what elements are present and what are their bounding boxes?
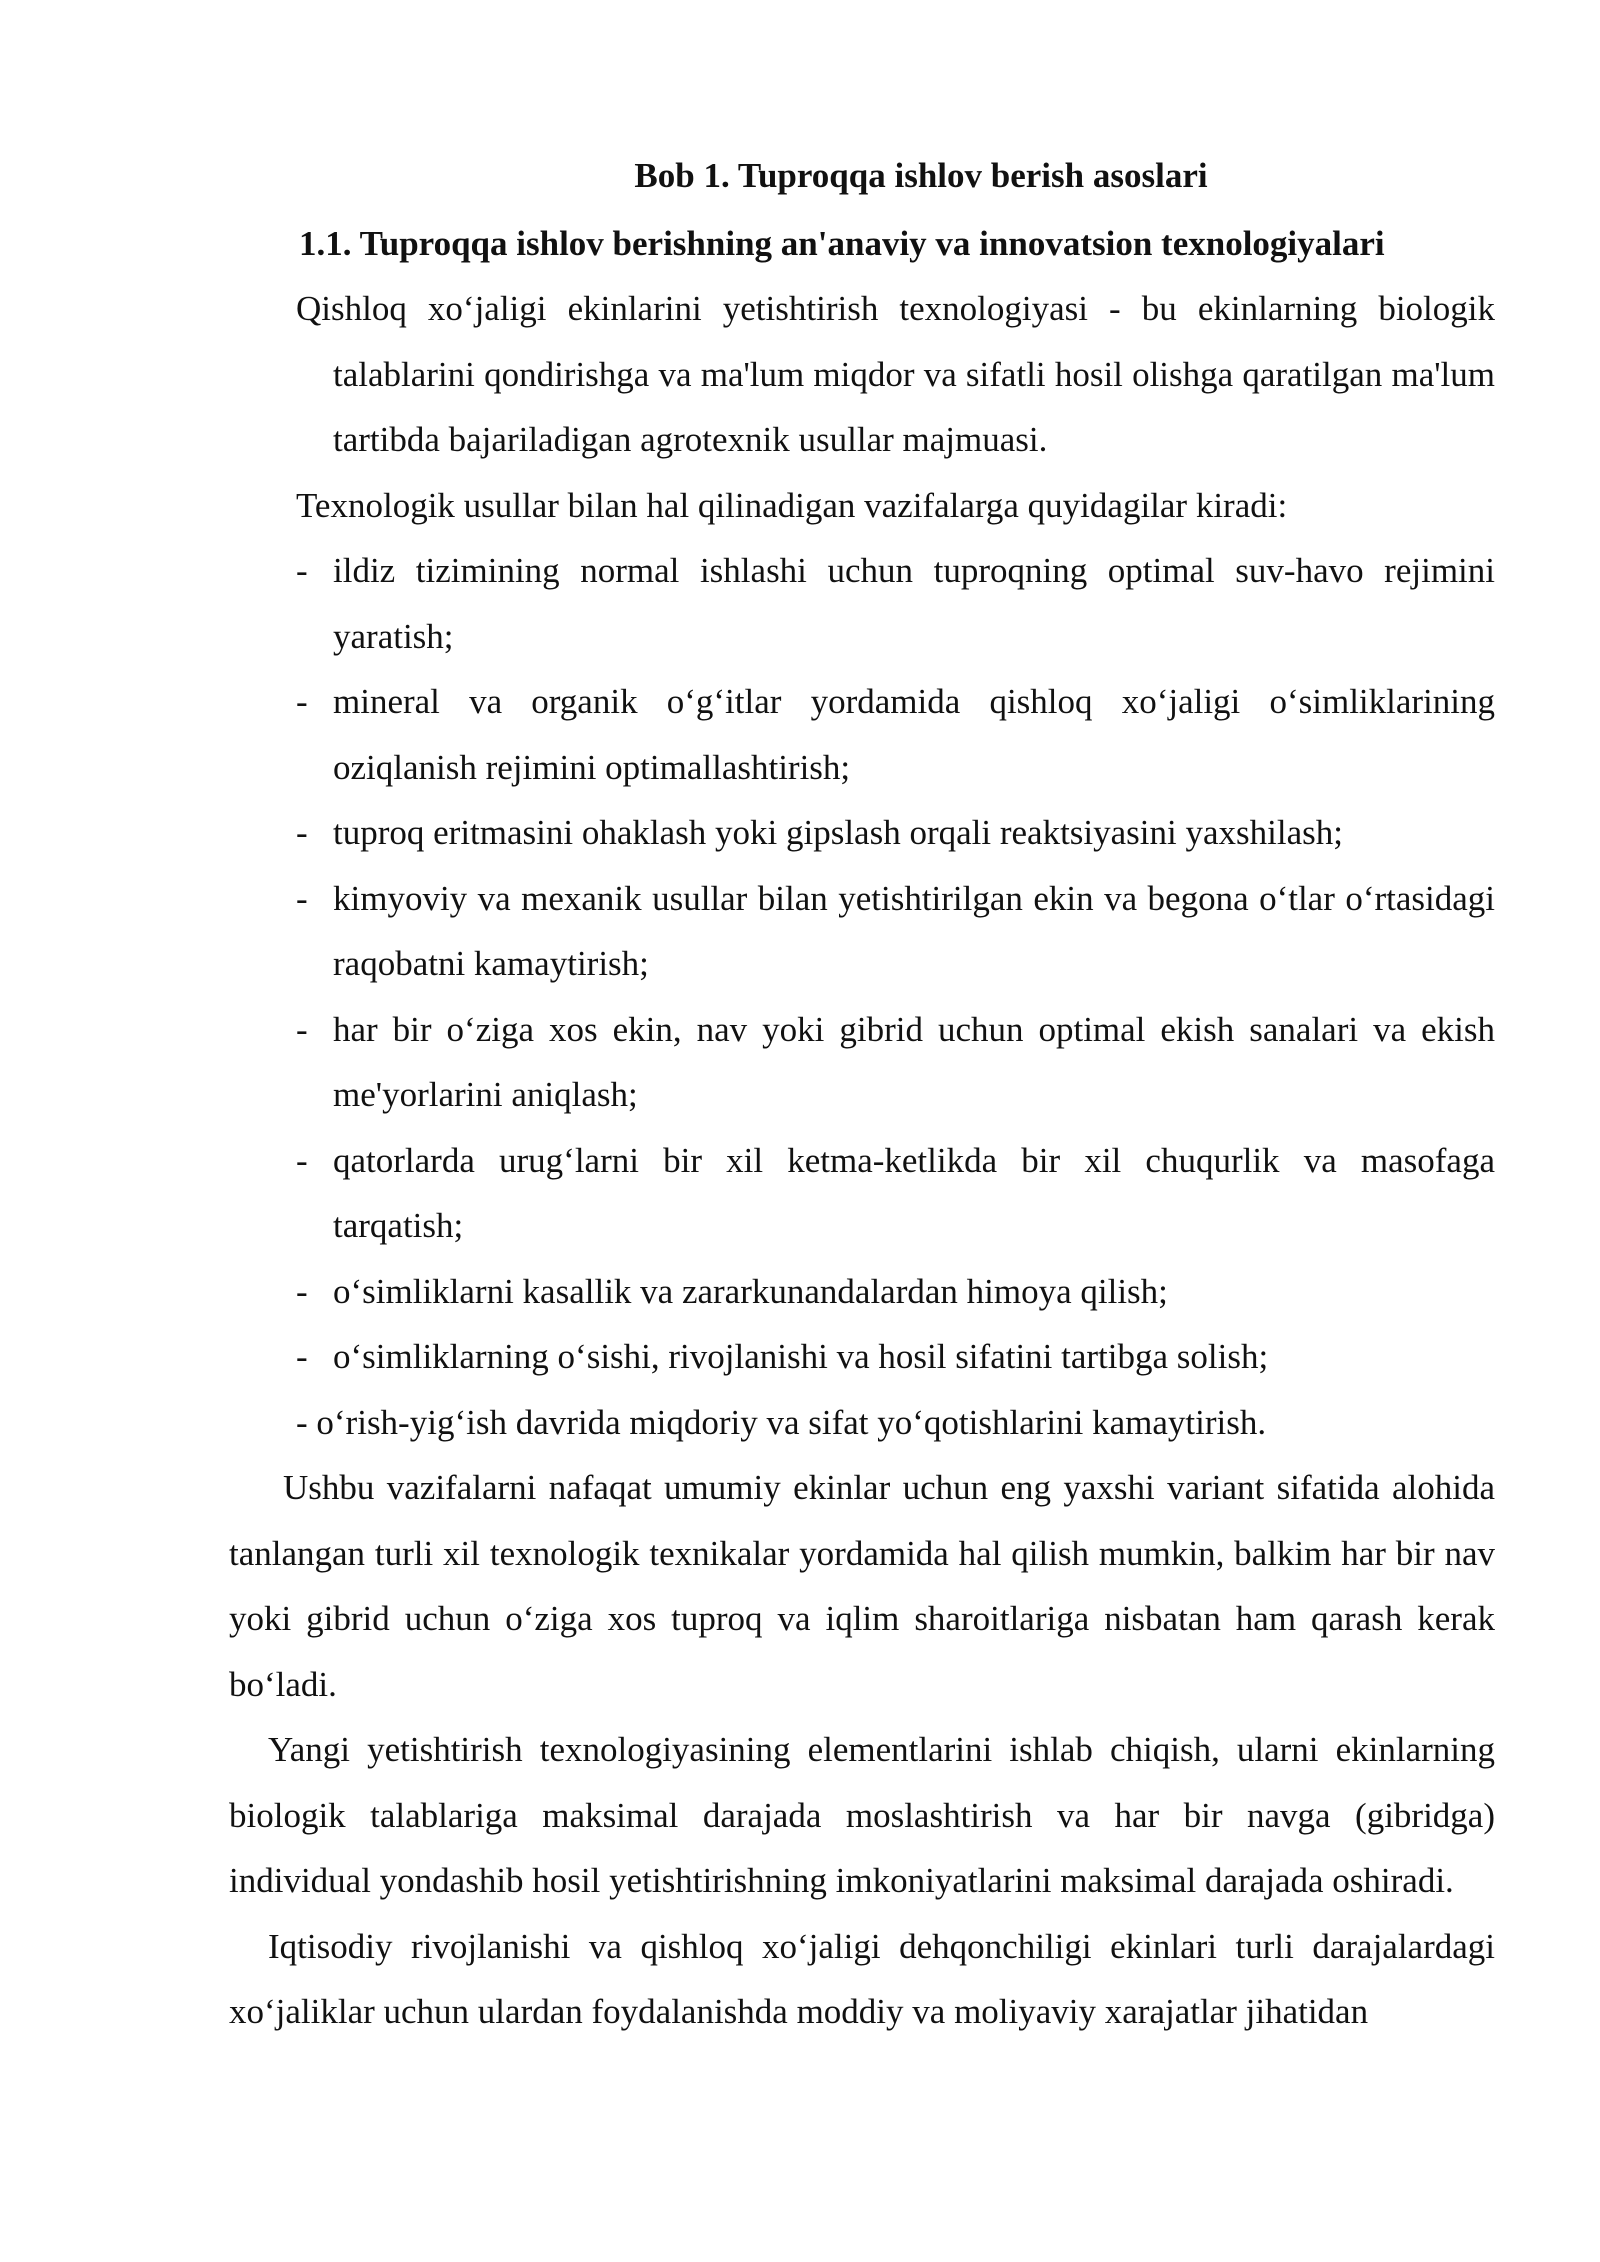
list-item [229,1324,1495,1390]
tasks-intro: Texnologik usullar bilan hal qilinadigan vazifalarga quyidagilar kiradi: [296,485,1288,525]
list-item [229,538,1495,669]
list-item-text: ildiz tizimining normal ishlashi uchun tuproqning optimal suv-havo rejimini yaratish; [333,551,1495,656]
list-item [229,866,1495,997]
page-content [229,140,1495,2045]
list-dash: - [296,1337,308,1376]
section-title: 1.1. Tuproqqa ishlov berishning an'anaviy va innovatsion texnologiyalari [299,224,1385,263]
definition-paragraph: Qishloq xo‘jaligi ekinlarini yetishtirish texnologiyasi - bu ekinlarning biologik talablarini qondirishga va ma'lum miqdor va sifatli hosil olishga qaratilgan ma'lum tartibda bajariladigan agrotexnik usullar majmuasi. [296,289,1495,459]
list-dash: - [296,551,308,590]
tasks-list [229,538,1495,1390]
chapter-title: Bob 1. Tuproqqa ishlov berish asoslari [634,156,1208,195]
list-dash: - [296,813,308,852]
list-item-text: har bir o‘ziga xos ekin, nav yoki gibrid uchun optimal ekish sanalari va ekish me'yorlarini aniqlash; [333,1009,1495,1114]
list-item [229,669,1495,800]
list-item [229,997,1495,1128]
list-dash: - [296,878,308,918]
body-paragraph: Yangi yetishtirish texnologiyasining elementlarini ishlab chiqish, ularni ekinlarning biologik talablariga maksimal darajada moslashtirish va har bir navga (gibridga) individual yondashib hosil yetishtirishning imkoniyatlarini maksimal darajada oshiradi. [229,1730,1495,1900]
body-paragraph: Iqtisodiy rivojlanishi va qishloq xo‘jaligi dehqonchiligi ekinlari turli darajalardagi xo‘jaliklar uchun ulardan foydalanishda moddiy va moliyaviy xarajatlar jihatidan [229,1926,1495,2031]
list-item-text: tuproq eritmasini ohaklash yoki gipslash orqali reaktsiyasini yaxshilash; [333,813,1343,852]
list-item-text: mineral va organik o‘g‘itlar yordamida qishloq xo‘jaligi o‘simliklarining oziqlanish rejimini optimallashtirish; [333,682,1495,787]
list-item [229,1128,1495,1259]
list-dash: - [296,1271,308,1311]
list-dash: - [296,682,308,721]
list-item-text: kimyoviy va mexanik usullar bilan yetishtirilgan ekin va begona o‘tlar o‘rtasidagi raqobatni kamaytirish; [333,878,1495,983]
list-dash: - [296,1140,308,1180]
list-item-text: o‘simliklarning o‘sishi, rivojlanishi va hosil sifatini tartibga solish; [333,1337,1269,1376]
last-list-item: - o‘rish-yig‘ish davrida miqdoriy va sifat yo‘qotishlarini kamaytirish. [296,1402,1267,1442]
list-item-text: qatorlarda urug‘larni bir xil ketma-ketlikda bir xil chuqurlik va masofaga tarqatish; [333,1140,1495,1245]
list-item-text: o‘simliklarni kasallik va zararkunandalardan himoya qilish; [333,1271,1168,1311]
list-dash: - [296,1009,308,1049]
list-item [229,1259,1495,1325]
list-item [229,800,1495,866]
body-paragraph: Ushbu vazifalarni nafaqat umumiy ekinlar uchun eng yaxshi variant sifatida alohida tanlangan turli xil texnologik texnikalar yordamida hal qilish mumkin, balkim har bir nav yoki gibrid uchun o‘ziga xos tuproq va iqlim sharoitlariga nisbatan ham qarash kerak bo‘ladi. [229,1468,1495,1704]
